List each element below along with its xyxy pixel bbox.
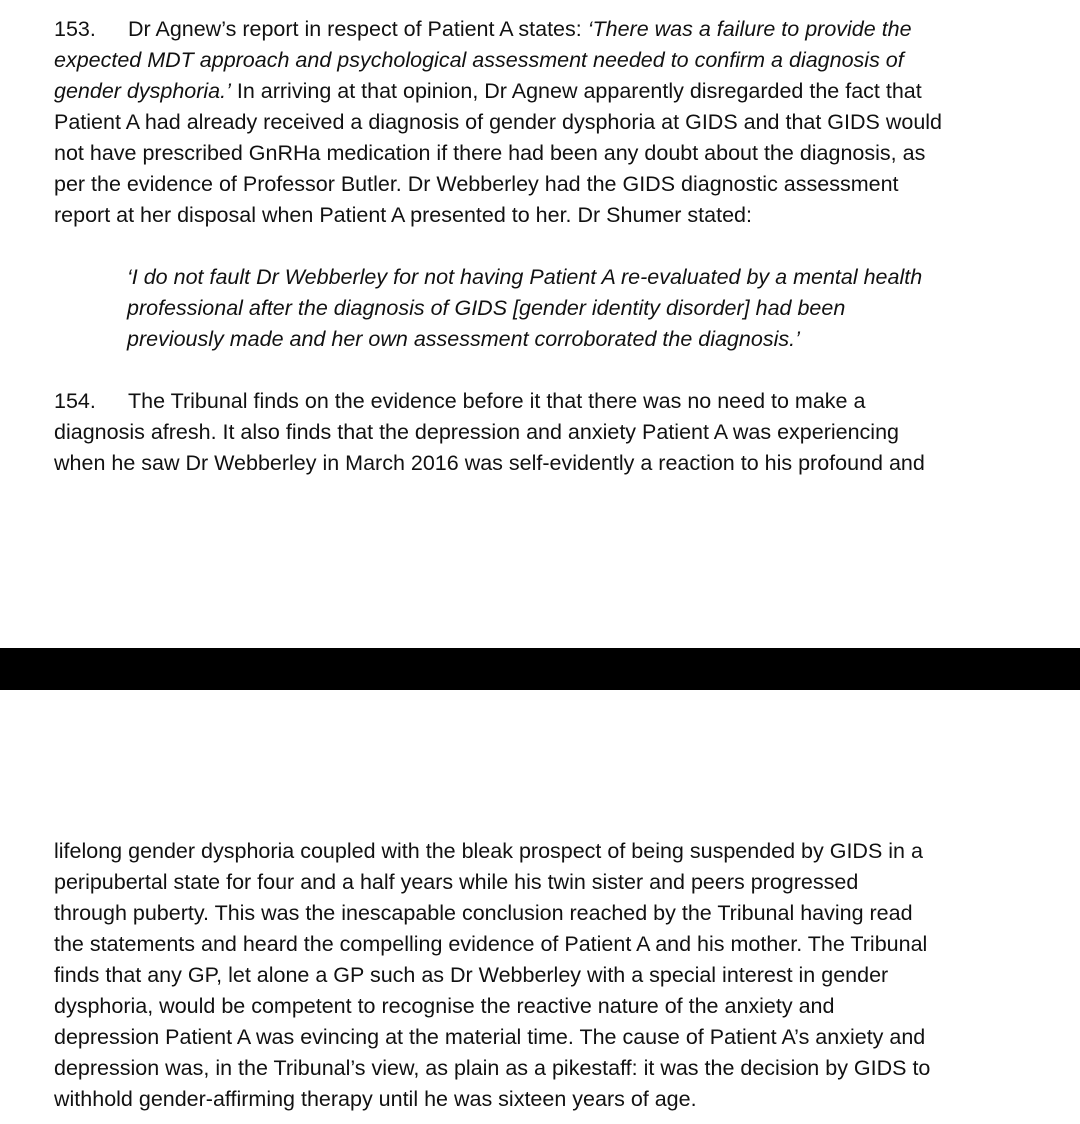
para-154-line-2: diagnosis afresh. It also finds that the depression and anxiety Patient A was experiencing bbox=[54, 420, 899, 444]
quote-line-3: previously made and her own assessment corroborated the diagnosis.’ bbox=[127, 327, 800, 351]
page-separator-bar bbox=[0, 648, 1080, 690]
para-153-line-3 bbox=[54, 76, 922, 107]
para-154-text: The Tribunal finds on the evidence before it that there was no need to make a bbox=[128, 389, 866, 413]
para-153-line-2: expected MDT approach and psychological assessment needed to confirm a diagnosis of bbox=[54, 48, 904, 72]
page-2-line-8: depression was, in the Tribunal’s view, as plain as a pikestaff: it was the decision by GIDS to bbox=[54, 1056, 931, 1080]
page-2-line-7: depression Patient A was evincing at the material time. The cause of Patient A’s anxiety and bbox=[54, 1025, 926, 1049]
paragraph-number-153: 153. bbox=[54, 17, 96, 41]
para-153-line-5: not have prescribed GnRHa medication if there had been any doubt about the diagnosis, as bbox=[54, 141, 926, 165]
para-153-line-7: report at her disposal when Patient A presented to her. Dr Shumer stated: bbox=[54, 203, 752, 227]
quote-line-1: ‘I do not fault Dr Webberley for not having Patient A re-evaluated by a mental health bbox=[127, 265, 923, 289]
para-153-line-6: per the evidence of Professor Butler. Dr Webberley had the GIDS diagnostic assessment bbox=[54, 172, 899, 196]
page-2-line-1: lifelong gender dysphoria coupled with the bleak prospect of being suspended by GIDS in a bbox=[54, 839, 923, 863]
page-2-line-6: dysphoria, would be competent to recognise the reactive nature of the anxiety and bbox=[54, 994, 835, 1018]
page-2-line-9: withhold gender-affirming therapy until he was sixteen years of age. bbox=[54, 1087, 697, 1111]
para-153-line-1 bbox=[54, 14, 912, 45]
para-153-text-plain: Dr Agnew’s report in respect of Patient A states: bbox=[128, 17, 588, 41]
para-153-quote-end: gender dysphoria.’ bbox=[54, 79, 231, 103]
page-2-line-2: peripubertal state for four and a half years while his twin sister and peers progressed bbox=[54, 870, 859, 894]
para-154-line-3: when he saw Dr Webberley in March 2016 was self-evidently a reaction to his profound and bbox=[54, 451, 925, 475]
page-2-line-4: the statements and heard the compelling evidence of Patient A and his mother. The Tribunal bbox=[54, 932, 928, 956]
para-153-quote-start: ‘There was a failure to provide the bbox=[587, 17, 912, 41]
page-2-line-5: finds that any GP, let alone a GP such as Dr Webberley with a special interest in gender bbox=[54, 963, 889, 987]
para-154-line-1 bbox=[54, 386, 865, 417]
para-153-line-4: Patient A had already received a diagnosis of gender dysphoria at GIDS and that GIDS would bbox=[54, 110, 943, 134]
paragraph-number-154: 154. bbox=[54, 389, 96, 413]
page-2-line-3: through puberty. This was the inescapable conclusion reached by the Tribunal having read bbox=[54, 901, 913, 925]
para-153-line-3-plain: In arriving at that opinion, Dr Agnew apparently disregarded the fact that bbox=[230, 79, 922, 103]
quote-line-2: professional after the diagnosis of GIDS [gender identity disorder] had been bbox=[127, 296, 846, 320]
